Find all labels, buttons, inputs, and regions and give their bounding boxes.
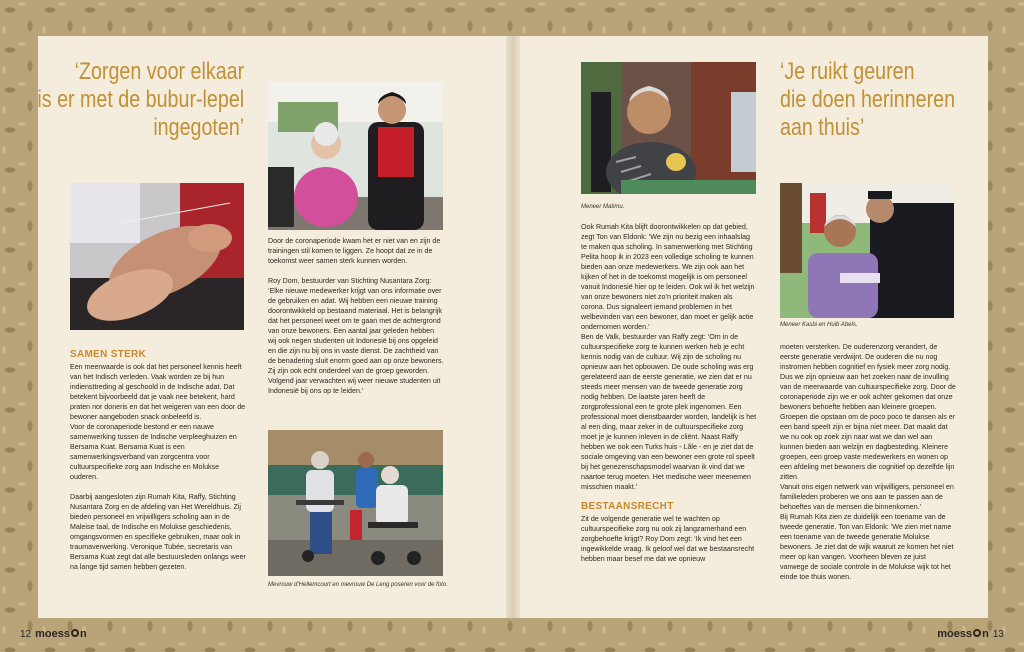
paragraph: Ook Rumah Kita blijft doorontwikkelen op dat gebied, zegt Ton van Eldonk: ‘We zijn nu bezig een inhaalslag te maken qua scholing. In samenwerking met Stichting Pelita hoop ik in 2023 een volledige scholing te kunnen bieden aan onze medewerkers. We zijn ook aan het kijken of het in de toekomst mogelijk is om personeel vanuit Indonesië hier op te leiden. Ook wil ik het welzijn van onze bewoners niet zo’n prioriteit maken als corona. Dus signaleert iemand problemen in het welbevinden van een bewoner, dan moet er gelijk actie ondernomen worden.’ <box>581 223 755 331</box>
pull-quote-left-line: is er met de bubur-lepel <box>37 86 244 113</box>
paragraph: Bij Rumah Kita zien ze duidelijk een toename van de tweede generatie. Ton van Eldonk: ‘We zien met name een toename van de tweede generatie Molukse bewoners. Je ziet dat de wijk waaruit ze komen het niet meer op kan vangen. Voorheen bleven ze juist vanwege de sociale controle in de Molukse wijk tot het einde toe thuis wonen. <box>780 513 954 581</box>
photo-carer-and-resident-image <box>268 82 443 230</box>
photo-hands-sewing <box>70 183 244 330</box>
photo-two-men-image <box>780 183 954 318</box>
paragraph: Daarbij aangesloten zijn Rumah Kita, Raffy, Stichting Nusantara Zorg en de afdeling van Het Wereldhuis. Zij bieden personeel en vrijwilligers scholing aan in de Maleise taal, de Indische en Molukse geschiedenis, omgangsvormen en specifieke gebruiken, maar ook in traumaverwerking. Veronique Tubée, secretaris van Bersama Kuat zegt dat alle bestuursleden onlangs weer na lange tijd samen hebben gezeten. <box>70 493 246 571</box>
pull-quote-left <box>37 58 244 142</box>
page-number: 12 <box>20 628 32 640</box>
paragraph: Roy Dom, bestuurder van Stichting Nusantara Zorg: ‘Elke nieuwe medewerker krijgt van ons informatie over de gebruiken en adat. Wij hebben een nieuwe training doorontwikkeld op bestaand materiaal. Het is belangrijk dat het personeel weet om te gaan met de achtergrond van onze bewoners. Een aantal jaar geleden hebben wij ook negen studenten uit Indonesië bij ons opgeleid en die zijn nu bij ons in vaste dienst. De zachtheid van de benadering sluit enorm goed aan op onze bewoners. Zij zijn ook echt onderdeel van de groep geworden. Volgend jaar verwachten wij weer nieuwe studenten uit Indonesië bij ons op te leiden.’ <box>268 277 444 395</box>
folio-left <box>20 628 87 640</box>
photo-two-residents <box>268 430 443 576</box>
photo-caption-top: Meneer Matimu. <box>581 204 625 210</box>
photo-two-residents-image <box>268 430 443 576</box>
pull-quote-left-line: ingegoten’ <box>153 114 244 141</box>
right-column-2 <box>780 342 956 582</box>
paragraph: Ben de Valk, bestuurder van Raffy zegt: ‘Om in de cultuurspecifieke zorg te kunnen werken heb je echt kennis nodig van de cultuur. Wij zijn de scholing nu opnieuw aan het opbouwen. De oude scholing was erg gerelateerd aan de eerste generatie, we zien dat er nu steeds meer mensen van de tweede generatie zorg nodig hebben. De laatste jaren heeft de zorgprofessional een te grote plek ingenomen. Een professional moet dienstbaarder worden, landelijk is het al een ding, maar zeker in de cultuurspecifieke zorg moet je je kunnen inleven in de cliënt. Naast Raffy hebben we ook een Turks huis - Lâle - en je ziet dat de sociale omgeving van een bewoner een grote rol speelt bij het genezenschapsmodel waarvan ik vind dat we naartoe terug moeten. Het medische weer meenemen misschien maakt.’ <box>581 333 757 491</box>
photo-caption-left: Mevrouw d’Hellemcourt en mevrouw De Leng poseren voor de foto. <box>268 582 448 588</box>
pull-quote-right-line: die doen herinneren <box>780 86 956 113</box>
pull-quote-right <box>780 58 955 142</box>
pull-quote-right-line: aan thuis’ <box>780 114 865 141</box>
photo-carer-and-resident <box>268 82 443 230</box>
logo-ring-icon <box>71 629 79 637</box>
photo-caption-right: Meneer Kasbi en Huib Abels. <box>780 322 858 328</box>
pull-quote-left-line: ‘Zorgen voor elkaar <box>74 58 244 85</box>
paragraph: Door de coronaperiode kwam het er niet van en zijn de trainingen stil komen te liggen. Ze hoopt dat ze in de toekomst weer samen sterk kunnen worden. <box>268 237 441 265</box>
left-column-2 <box>268 236 444 396</box>
brand-logo: moess n <box>937 628 989 640</box>
logo-ring-icon <box>973 629 981 637</box>
paragraph: Zit de volgende generatie wel te wachten op cultuurspecifieke zorg nu ook zij langzamerhand een zorgbehoefte krijgt? Roy Dom zegt: ‘Ik vind het een ingewikkelde vraag. Ik geloof wel dat we bestaansrecht hebben maar besef me dat we opnieuw <box>581 515 755 563</box>
section-heading: SAMEN STERK <box>70 349 147 360</box>
pull-quote-right-line: ‘Je ruikt geuren <box>780 58 915 85</box>
section-heading: BESTAANSRECHT <box>581 501 674 512</box>
folio-right <box>937 628 1004 640</box>
photo-hands-sewing-image <box>70 183 244 330</box>
page-gutter <box>506 36 520 618</box>
paragraph: Vanuit ons eigen netwerk van vrijwilligers, personeel en familieleden proberen we ons aan te passen aan de behoeftes van de mensen die binnenkomen.’ <box>780 483 954 511</box>
photo-two-men <box>780 183 954 318</box>
photo-man-with-chick <box>581 62 756 194</box>
paragraph: moeten versterken. De ouderenzorg verandert, de eerste generatie verdwijnt. De ouderen die nu nog instromen hebben cognitief en fysiek meer zorg nodig. Dus we zijn opnieuw aan het zoeken naar de invulling van de meerwaarde van cultuurspecifieke zorg. Door de coronaperiode zijn we er ook achter gekomen dat onze bewoners behoefte hebben aan kleinere groepen. Groepen die opstaan om de poco poco te dansen als er een band speelt zijn er bijna niet meer. Dat maakt dat we nu ook op zoek zijn naar wat we dan wel aan kunnen bieden aan welzijn en dagbesteding. Kleinere groepen, een groep vaste medewerkers en wonen op een afdeling met bewoners die cognitief op dezelfde lijn zitten. <box>780 343 956 481</box>
paragraph: Voor de coronaperiode bestond er een nauwe samenwerking tussen de Indische verpleeghuizen en Bersama Kuat. Bersama Kuat is een samenwerkingsverband van zorgcentra voor cultuurspecifieke zorg aan Indische en Molukse ouderen. <box>70 423 237 481</box>
paragraph: Een meerwaarde is ook dat het personeel kennis heeft van het Indisch verleden. Vaak worden ze bij hun indiensttreding al geschoold in de Indische adat. Dat betekent bijvoorbeeld dat je vaak nee betekent, hard praten nor doneris en dat het weigeren van een door de bewoner aangeboden snack onbeleefd is. <box>70 363 246 421</box>
left-column-1 <box>70 350 246 572</box>
page-number: 13 <box>992 628 1004 640</box>
photo-man-with-chick-image <box>581 62 756 194</box>
right-column-1 <box>581 222 757 564</box>
brand-logo: moess n <box>35 628 87 640</box>
